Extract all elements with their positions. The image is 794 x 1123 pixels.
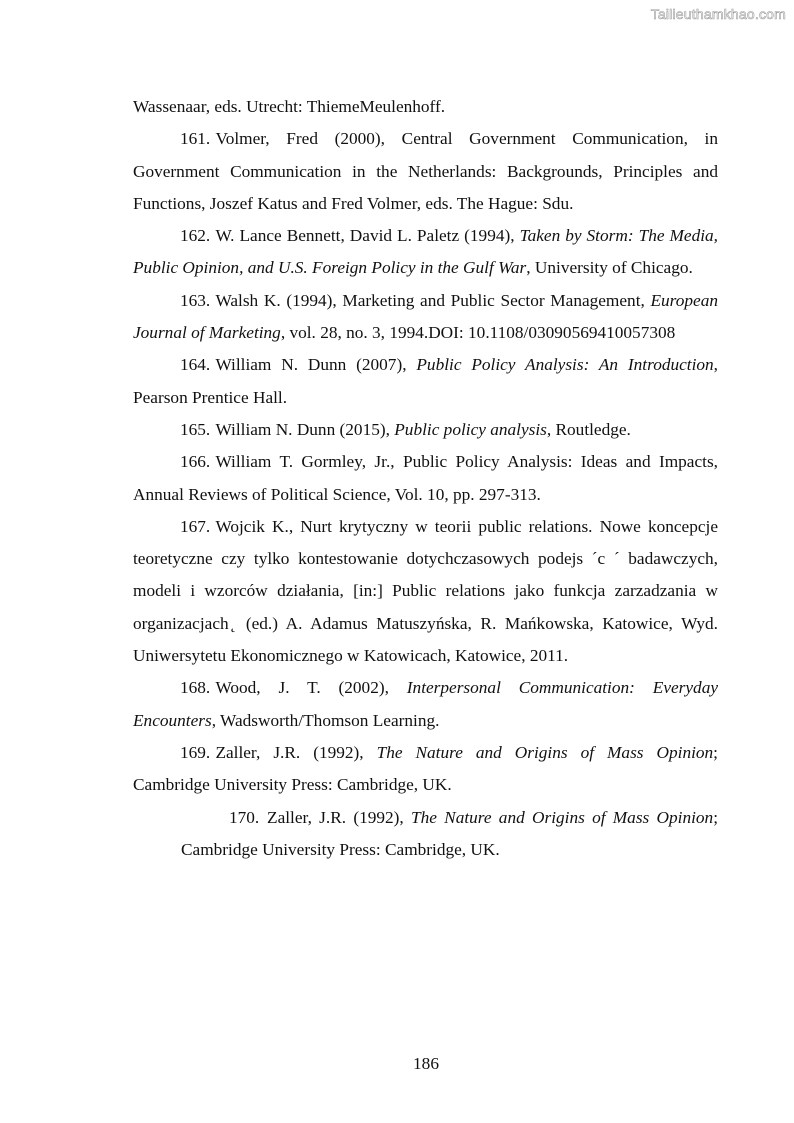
reference-166 <box>133 446 718 511</box>
reference-text: William T. Gormley, Jr., Public Policy Analysis: Ideas and Impacts, Annual Reviews of Political Science, Vol. 10, pp. 297-313. <box>133 452 718 504</box>
reference-170 <box>181 802 718 867</box>
reference-text: Zaller, J.R. (1992), <box>267 807 411 827</box>
reference-text-tail: , University of Chicago. <box>526 258 693 278</box>
watermark: Tailieuthamkhao.com <box>650 6 786 22</box>
reference-text-tail: ; Cambridge University Press: Cambridge, UK. <box>133 742 718 795</box>
reference-number: 167. <box>180 516 211 536</box>
continuation-line: Wassenaar, eds. Utrecht: ThiemeMeulenhoff. <box>133 97 446 116</box>
reference-title: The Nature and Origins of Mass Opinion <box>411 807 714 827</box>
reference-title: Public policy analysis <box>394 419 547 439</box>
reference-number: 164. <box>180 355 211 375</box>
reference-text: W. Lance Bennett, David L. Paletz (1994), <box>215 226 520 246</box>
reference-title: Public Policy Analysis: An Introduction <box>416 355 714 375</box>
reference-text: William N. Dunn (2015), <box>215 419 395 439</box>
reference-text-tail: , Pearson Prentice Hall. <box>133 355 718 407</box>
page-number: 186 <box>413 1054 439 1073</box>
reference-text: Wojcik K., Nurt krytyczny w teorii public relations. Nowe koncepcje teoretyczne czy tylko kontestowanie dotychczasowych podejs ´c ´ badawczych, modeli i wzorców działania, [in:] Public relations jako funkcja zarzadzania w organizacjach ̨ (ed.) A. Adamus Matuszyńska, R. Mańkowska, Katowice, Wyd. Uniwersytetu Ekonomicznego w Katowicach, Katowice, 2011. <box>133 516 718 666</box>
reference-168 <box>133 672 718 737</box>
reference-text-tail: , Wadsworth/Thomson Learning. <box>211 710 440 730</box>
references-body <box>133 91 718 866</box>
reference-number: 165. <box>180 419 211 439</box>
reference-165 <box>133 414 718 446</box>
reference-number: 168. <box>180 678 211 698</box>
reference-162 <box>133 220 718 285</box>
reference-title: Taken by Storm: The Media, Public Opinion, and U.S. Foreign Policy in the Gulf War <box>133 226 718 278</box>
reference-number: 163. <box>180 290 211 310</box>
reference-167 <box>133 511 718 672</box>
reference-title: Interpersonal Communication: Everyday Encounters <box>133 678 719 730</box>
reference-text: Zaller, J.R. (1992), <box>215 742 377 762</box>
reference-text-tail: ; Cambridge University Press: Cambridge, UK. <box>181 807 718 859</box>
reference-title: European Journal of Marketing <box>133 290 718 343</box>
reference-number: 170. <box>229 807 260 827</box>
reference-text: William N. Dunn (2007), <box>215 355 417 375</box>
reference-text: Walsh K. (1994), Marketing and Public Sector Management, <box>215 290 651 310</box>
reference-163 <box>133 285 718 350</box>
reference-title: The Nature and Origins of Mass Opinion <box>376 742 714 762</box>
reference-169 <box>133 737 718 802</box>
reference-text: Volmer, Fred (2000), Central Government Communication, in Government Communication in the Netherlands: Backgrounds, Principles and Functions, Joszef Katus and Fred Volmer, eds. The Hague: Sdu. <box>133 129 718 213</box>
reference-text-tail: , vol. 28, no. 3, 1994.DOI: 10.1108/03090569410057308 <box>280 323 676 343</box>
reference-number: 169. <box>180 742 211 762</box>
reference-text-tail: , Routledge. <box>546 419 631 439</box>
reference-number: 162. <box>180 226 211 246</box>
reference-161 <box>133 123 718 220</box>
reference-text: Wood, J. T. (2002), <box>215 678 407 698</box>
reference-164 <box>133 349 718 414</box>
reference-number: 161. <box>180 129 211 149</box>
reference-number: 166. <box>180 452 211 472</box>
